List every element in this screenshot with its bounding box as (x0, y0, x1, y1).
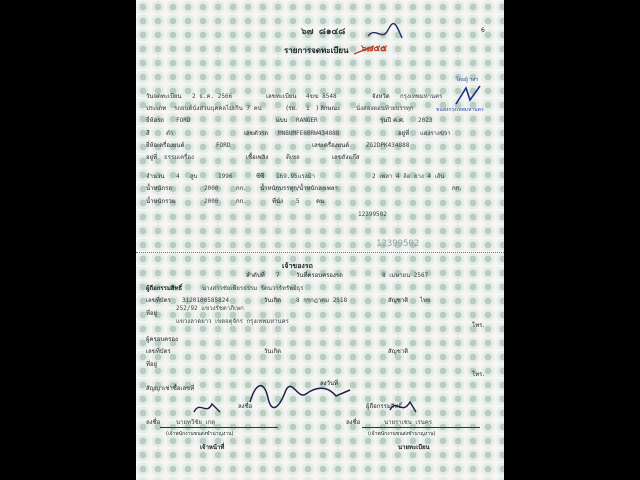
possessor-phone-label: โทร. (472, 371, 485, 378)
cylinder-label: จำนวน (146, 173, 165, 180)
model-label: แบบ (276, 117, 288, 124)
gross-unit: กก. (236, 198, 246, 205)
plate-number-handwritten: ๖๗๕๕ (361, 44, 388, 54)
load-unit: กก. (452, 185, 462, 192)
color-value: ดำ (166, 130, 174, 137)
header-signature-icon (366, 20, 406, 44)
officer-signature-icon (192, 398, 222, 418)
registrar-note: (เจ้าพนักงานขนส่งชำนาญงาน) (368, 431, 436, 437)
holder-label: ผู้ถือกรรมสิทธิ์ (146, 285, 183, 292)
address-label: ที่อยู่ (146, 310, 158, 317)
possessor-id-label: เลขที่บัตร (146, 348, 171, 355)
load-label: น้ำหนักบรรทุก/น้ำหนักลงเพลา (260, 185, 338, 192)
cylinder-unit: สูบ (190, 173, 198, 180)
plate-value: 4ฆฆ 8548 (306, 93, 337, 100)
address-value-line1: 252/92 แขวงรัชดาภิเษก (176, 305, 244, 312)
horsepower-value: 169.95แรงม้า (276, 173, 316, 180)
reference-number-faint: 12399502 (376, 239, 420, 249)
officer-name: นายทวีชัย เกตุ (176, 419, 216, 426)
axle-value: 2 เพลา 4 ล้อ ยาง 4 เส้น (372, 173, 445, 180)
serial-number-top: ๖๗ ๘๑๔๘ (301, 27, 346, 37)
seat-label: ที่นั่ง (272, 198, 283, 205)
engine-brand-label: ยี่ห้อเครื่องยนต์ (146, 142, 185, 149)
possessor-nationality-label: สัญชาติ (388, 348, 409, 355)
style-label: ) ลักษณะ (316, 105, 341, 112)
cylinder-value: 4 (176, 173, 180, 180)
weight-unit: กก. (236, 185, 246, 192)
official-stamp-line1: โดยผู้ ฯลฯ (456, 77, 479, 83)
registration-document-page (136, 0, 504, 480)
fuel-label: เชื้อเพลิง (246, 154, 269, 161)
lease-date-label: ลงวันที่ (320, 380, 339, 387)
gross-label: น้ำหนักรวม (146, 198, 176, 205)
nationality-value: ไทย (420, 297, 431, 304)
officer-sign-label: ลงชื่อ (146, 419, 161, 426)
holder-sign-label: ผู้ถือกรรมสิทธิ์ (366, 403, 403, 410)
registrar-role: นายทะเบียน (398, 444, 430, 451)
document-title: รายการจดทะเบียน (284, 46, 349, 55)
id-value: 3120100585824 (182, 297, 229, 304)
color-label: สี (146, 130, 150, 137)
model-value: RANGER (296, 117, 318, 124)
chassis-location-label: อยู่ที่ (398, 130, 410, 137)
engine-number-label: เลขเครื่องยนต์ (312, 142, 350, 149)
possessor-dob-label: วันเกิด (264, 348, 282, 355)
possession-date-value: 8 เมษายน 2567 (382, 272, 429, 279)
engine-brand-value: FORD (216, 142, 231, 149)
strike-mark-icon (354, 44, 376, 56)
lease-contract-label: สัญญาเช่าซื้อเลขที่ (146, 385, 195, 392)
cc-label: ซีซี (256, 173, 265, 180)
owner-section-title: เจ้าของรถ (282, 262, 313, 270)
weight-value: 2000 (204, 185, 219, 192)
registrar-name: นายราเชน เรนคร (384, 419, 433, 426)
official-stamp-line2: ขนส่งกรุงเทพมหานคร (436, 107, 484, 113)
phone-label: โทร. (472, 322, 485, 329)
sequence-label: ลำดับที่ (246, 272, 265, 279)
owner-signature-icon (246, 372, 356, 412)
plate-label: เลขทะเบียน (266, 93, 297, 100)
engine-location-label: อยู่ที่ (146, 154, 158, 161)
seat-value: 5 (296, 198, 300, 205)
chassis-value: MNBUMFE60RW434888 (278, 130, 340, 137)
type-value: รถยนต์นั่งส่วนบุคคลไม่เกิน 7 คน (174, 105, 262, 112)
id-label: เลขที่บัตร (146, 297, 171, 304)
gross-value: 2000 (204, 198, 219, 205)
registrar-sign-label: ลงชื่อ (346, 419, 361, 426)
dob-value: 8 กรกฎาคม 2518 (296, 297, 348, 304)
brand-value: FORD (176, 117, 191, 124)
possessor-address-label: ที่อยู่ (146, 361, 158, 368)
cc-value: 1996 (218, 173, 233, 180)
reference-number: 12399502 (358, 211, 387, 218)
style-value: นั่งสองตอนท้ายบรรทุก (356, 105, 414, 112)
year-value: 2023 (418, 117, 433, 124)
possessor-label: ผู้ครอบครอง (146, 336, 178, 343)
address-value-line2: แขวงลาดยาว เขตจตุจักร กรุงเทพมหานคร (176, 318, 289, 325)
chassis-label: เลขตัวรถ (244, 130, 268, 137)
type-label: ประเภท (146, 105, 167, 112)
year-label: รุ่นปี ค.ศ. (380, 117, 405, 124)
brand-label: ยี่ห้อรถ (146, 117, 164, 124)
possession-date-label: วันที่ครอบครองรถ (296, 272, 343, 279)
gas-tank-label: เลขถังแก๊ส (332, 154, 360, 161)
sequence-value: 7 (276, 272, 280, 279)
stamp-signature-icon (454, 84, 494, 108)
class-label: (รย. (286, 105, 297, 112)
province-value: กรุงเทพมหานคร (400, 93, 443, 100)
holder-sign-label-prefix: ลงชื่อ (238, 403, 253, 410)
officer-role: เจ้าหน้าที่ (200, 444, 225, 451)
engine-location-value: ธรรมเครื่อง (164, 154, 194, 161)
engine-number-value: ZG2DPK434888 (366, 142, 410, 149)
officer-note: (เจ้าพนักงานขนส่งชำนาญงาน) (166, 431, 234, 437)
page-number: 6 (481, 27, 485, 34)
reg-date-value: 2 ธ.ค. 2566 (192, 93, 233, 100)
chassis-location-value: แผงรางขวา (420, 130, 451, 137)
weight-label: น้ำหนักรถ (146, 185, 173, 192)
seat-unit: คน (316, 198, 325, 205)
dob-label: วันเกิด (264, 297, 282, 304)
nationality-label: สัญชาติ (388, 297, 409, 304)
holder-value: นางสาวชัยเพียรธรรม รัตนวาร์ทรัพย์ธุร (202, 285, 304, 292)
province-label: จังหวัด (372, 93, 390, 100)
reg-date-label: วันจดทะเบียน (146, 93, 182, 100)
class-value: 1 (306, 105, 310, 112)
fuel-value: ดีเซล (286, 154, 300, 161)
